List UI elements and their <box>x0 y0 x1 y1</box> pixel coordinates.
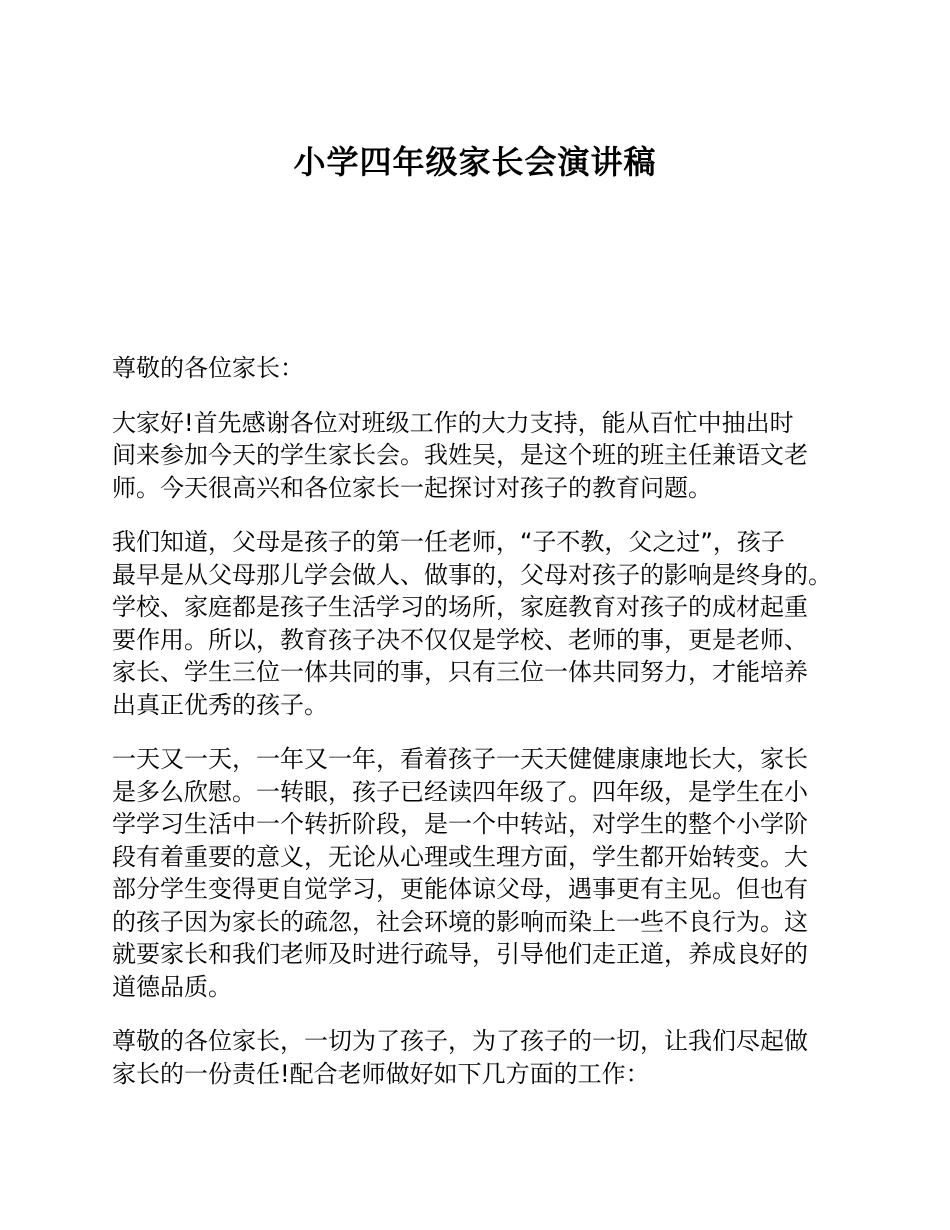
paragraph-line: 我们知道，父母是孩子的第一任老师，“子不教，父之过”，孩子 <box>112 528 785 556</box>
paragraph-line: 要作用。所以，教育孩子决不仅仅是学校、老师的事，更是老师、 <box>112 625 808 654</box>
paragraph-call-to-action <box>112 1025 840 1090</box>
document-title: 小学四年级家长会演讲稿 <box>293 143 657 181</box>
paragraph-line: 学学习生活中一个转折阶段，是一个中转站，对学生的整个小学阶 <box>112 810 808 838</box>
paragraph-line: 一天又一天，一年又一年，看着孩子一天天健健康康地长大，家长 <box>112 745 808 773</box>
paragraph-line: 的孩子因为家长的疏忽，社会环境的影响而染上一些不良行为。这 <box>112 907 808 936</box>
paragraph-line: 就要家长和我们老师及时进行疏导，引导他们走正道，养成良好的 <box>112 940 808 968</box>
paragraph-line: 大家好!首先感谢各位对班级工作的大力支持，能从百忙中抽出时 <box>112 408 794 437</box>
paragraph-line: 最早是从父母那儿学会做人、做事的，父母对孩子的影响是终身的。 <box>112 560 832 589</box>
paragraph-line: 尊敬的各位家长，一切为了孩子，为了孩子的一切，让我们尽起做 <box>112 1027 808 1055</box>
paragraph-intro <box>112 407 840 505</box>
paragraph-line: 家长的一份责任!配合老师做好如下几方面的工作： <box>112 1059 650 1088</box>
paragraph-line: 是多么欣慰。一转眼，孩子已经读四年级了。四年级，是学生在小 <box>112 777 808 806</box>
paragraph-greeting <box>112 352 840 385</box>
paragraph-line: 段有着重要的意义，无论从心理或生理方面，学生都开始转变。大 <box>112 842 808 871</box>
paragraph-parents-role <box>112 526 840 721</box>
paragraph-line: 出真正优秀的孩子。 <box>112 690 328 719</box>
paragraph-line: 间来参加今天的学生家长会。我姓吴，是这个班的班主任兼语文老 <box>112 441 808 469</box>
paragraph-line: 部分学生变得更自觉学习，更能体谅父母，遇事更有主见。但也有 <box>112 875 808 903</box>
paragraph-line: 师。今天很高兴和各位家长一起探讨对孩子的教育问题。 <box>112 473 712 502</box>
paragraph-line: 学校、家庭都是孩子生活学习的场所，家庭教育对孩子的成材起重 <box>112 593 808 621</box>
paragraph-fourth-grade <box>112 743 840 1003</box>
paragraph-line: 家长、学生三位一体共同的事，只有三位一体共同努力，才能培养 <box>112 658 808 686</box>
paragraph-line: 尊敬的各位家长： <box>112 354 304 382</box>
paragraph-line: 道德品质。 <box>112 972 232 1001</box>
document-body <box>112 352 840 1112</box>
